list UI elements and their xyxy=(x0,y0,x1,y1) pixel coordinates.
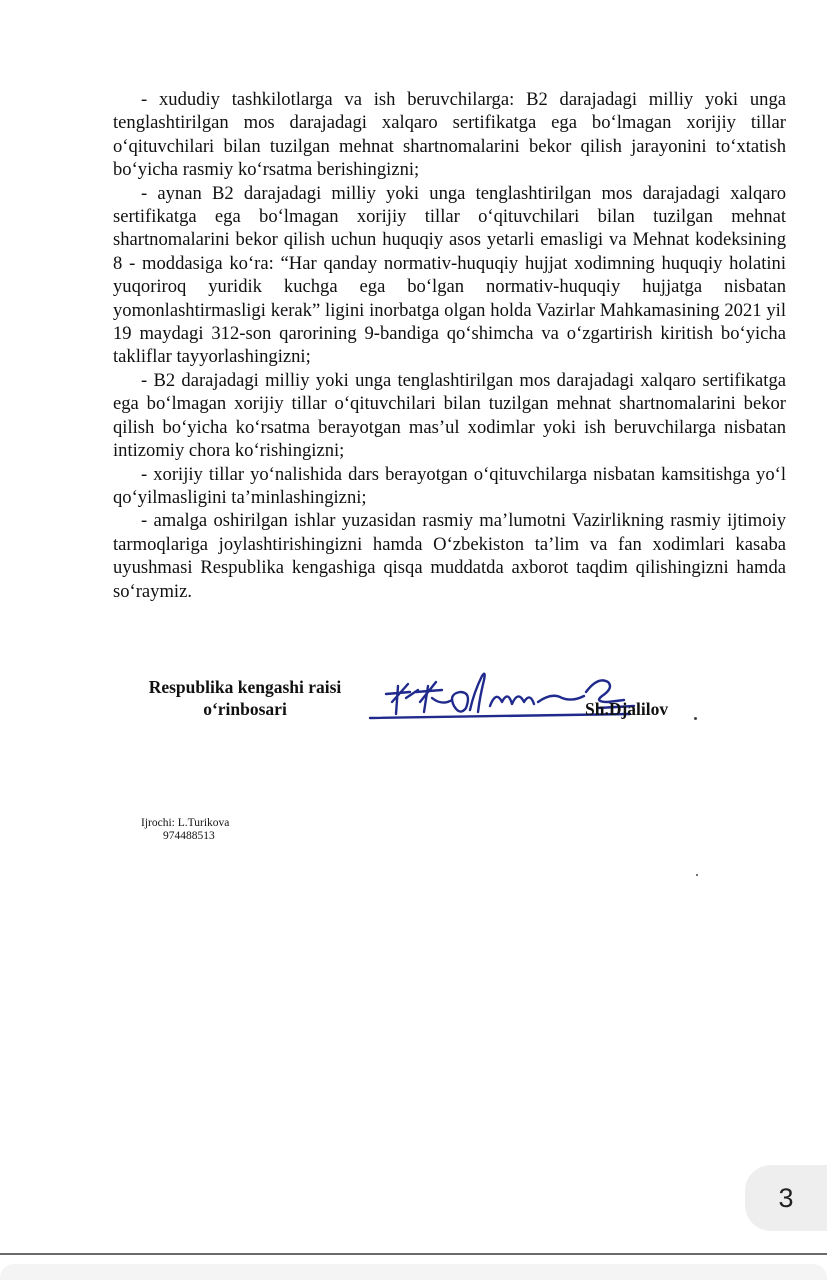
request-paragraph-3: - B2 darajadagi milliy yoki unga tenglashtirilgan mos darajadagi xalqaro sertifikatga ega bo‘lmagan xorijiy tillar o‘qituvchilari bilan tuzilgan mehnat shartnomalarini bekor qilish bo‘yicha ko‘rsatma berayotgan mas’ul xodimlar yoki ish beruvchilarga nisbatan intizomiy chora ko‘rishingizni; xyxy=(113,369,786,462)
signer-title xyxy=(120,676,370,720)
request-paragraph-1: - xududiy tashkilotlarga va ish beruvchilarga: B2 darajadagi milliy yoki unga tenglashtirilgan mos darajadagi xalqaro sertifikatga ega bo‘lmagan xorijiy tillar o‘qituvchilari bilan tuzilgan mehnat shartnomalarini bekor qilish jarayonini to‘xtatish bo‘yicha rasmiy ko‘rsatma berishingizni; xyxy=(113,89,786,181)
page-number: 3 xyxy=(778,1182,794,1213)
scan-speck xyxy=(694,717,697,720)
letter-body xyxy=(113,88,786,603)
signer-title-line-2: o‘rinbosari xyxy=(203,699,287,719)
signer-title-line-1: Respublika kengashi raisi xyxy=(148,677,342,697)
page-number-badge xyxy=(745,1165,827,1231)
request-paragraph-5: - amalga oshirilgan ishlar yuzasidan rasmiy ma’lumotni Vazirlikning rasmiy ijtimoiy tarmoqlariga joylashtirishingizni hamda O‘zbekiston ta’lim va fan xodimlari kasaba uyushmasi Respublika kengashiga qisqa muddatda axborot taqdim qilishingizni hamda so‘raymiz. xyxy=(113,510,786,602)
request-paragraph-2: - aynan B2 darajadagi milliy yoki unga tenglashtirilgan mos darajadagi xalqaro sertifikatga ega bo‘lmagan xorijiy tillar o‘qituvchilari bilan tuzilgan mehnat shartnomalarini bekor qilish uchun huquqiy asos yetarli emasligi va Mehnat kodeksining 8 - moddasiga ko‘ra: “Har qanday normativ-huquqiy hujjat xodimning huquqiy holatini yuqoriroq yuridik kuchga ega bo‘lgan normativ-huquqiy hujjatga nisbatan yomonlashtirmasligi kerak” ligini inorbatga olgan holda Vazirlar Mahkamasining 2021 yil 19 maydagi 312-son qarorining 9-bandiga qo‘shimcha va o‘zgartirish kiritish bo‘yicha takliflar tayyorlashingizni; xyxy=(113,182,786,368)
executor-label: Ijrochi: L.Turikova xyxy=(141,817,230,829)
scan-speck xyxy=(696,874,698,876)
page-bottom-divider xyxy=(0,1253,827,1255)
request-paragraph-4: - xorijiy tillar yo‘nalishida dars berayotgan o‘qituvchilarga nisbatan kamsitishga yo‘l qo‘yilmasligini ta’minlashingizni; xyxy=(113,463,786,508)
signer-name: Sh.Djalilov xyxy=(585,699,669,719)
executor-phone: 974488513 xyxy=(163,830,215,842)
next-page-edge xyxy=(0,1264,827,1280)
executor-info xyxy=(141,817,229,843)
handwritten-signature xyxy=(362,662,662,732)
